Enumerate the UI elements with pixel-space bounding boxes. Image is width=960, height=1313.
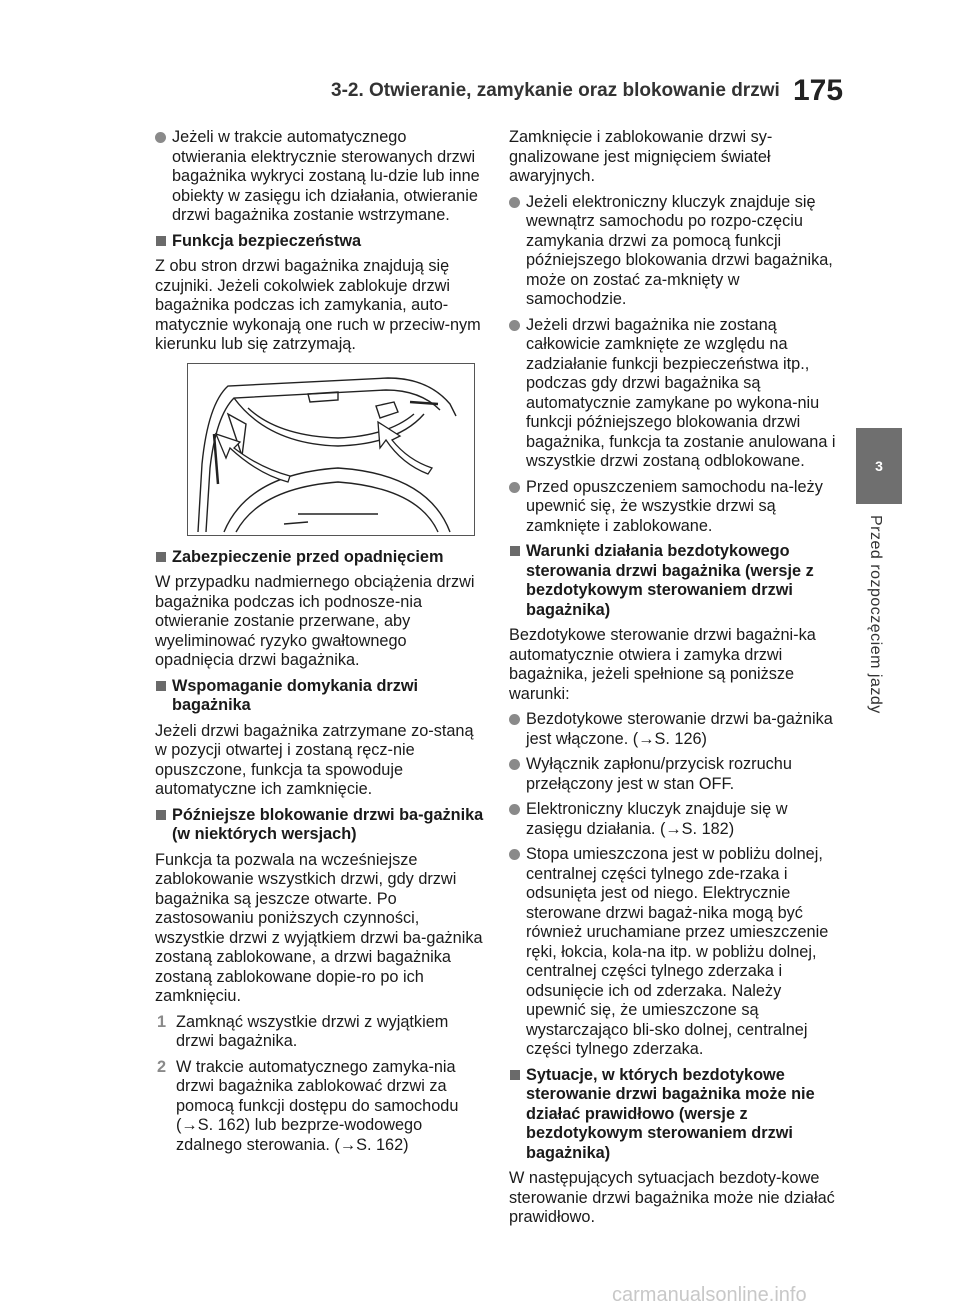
section-heading: Funkcja bezpieczeństwa <box>155 232 485 252</box>
circle-bullet-icon <box>509 320 520 331</box>
right-column <box>509 128 844 1234</box>
square-heading-icon <box>156 810 166 820</box>
section-heading: Sytuacje, w których bezdotykowe sterowanie drzwi bagażnika może nie działać prawidłowo (wersje z bezdotykowym sterowaniem drzwi bagażnika) <box>509 1066 844 1164</box>
square-heading-icon <box>156 236 166 246</box>
square-heading-icon <box>156 552 166 562</box>
section-heading: Warunki działania bezdotykowego sterowania drzwi bagażnika (wersje z bezdotykowym sterowaniem drzwi bagażnika) <box>509 542 844 620</box>
tailgate-sensor-illustration <box>187 363 475 536</box>
section-heading: Wspomaganie domykania drzwi bagażnika <box>155 677 485 716</box>
list-item: Przed opuszczeniem samochodu na-leży upewnić się, że wszystkie drzwi są zamknięte i zablokowane. <box>509 478 844 537</box>
list-item: Bezdotykowe sterowanie drzwi ba-gażnika jest włączone. (→S. 126) <box>509 710 844 749</box>
square-heading-icon <box>510 546 520 556</box>
list-item: Jeżeli drzwi bagażnika nie zostaną całkowicie zamknięte ze względu na zadziałanie funkcji bezpieczeństwa itp., podczas gdy drzwi bagażnika są automatycznie zamykane po wykona-niu funkcji późniejszego blokowania drzwi bagażnika, funkcja ta zostanie anulowana i wszystkie drzwi zostaną odblokowane. <box>509 316 844 472</box>
step-number: 1 <box>157 1012 167 1031</box>
step-item: 1 Zamknąć wszystkie drzwi z wyjątkiem drzwi bagażnika. <box>157 1012 449 1050</box>
circle-bullet-icon <box>509 849 520 860</box>
list-item: Wyłącznik zapłonu/przycisk rozruchu przełączony jest w stan OFF. <box>509 755 844 794</box>
section-heading: Późniejsze blokowanie drzwi ba-gażnika (w niektórych wersjach) <box>155 806 485 845</box>
watermark: carmanualsonline.info <box>612 1284 807 1306</box>
tailgate-illustration-svg <box>188 364 474 535</box>
square-heading-icon <box>510 1070 520 1080</box>
step-number: 2 <box>157 1057 167 1076</box>
list-item: Elektroniczny kluczyk znajduje się w zasięgu działania. (→S. 182) <box>509 800 844 839</box>
chapter-title: Przed rozpoczęciem jazdy <box>867 515 884 714</box>
page-number: 175 <box>793 74 844 107</box>
circle-bullet-icon <box>509 197 520 208</box>
paragraph: Bezdotykowe sterowanie drzwi bagażni-ka automatycznie otwiera i zamyka drzwi bagażnika, jeżeli spełnione są poniższe warunki: <box>509 626 816 703</box>
chapter-tab <box>856 428 902 504</box>
section-title: 3-2. Otwieranie, zamykanie oraz blokowanie drzwi <box>331 80 780 101</box>
paragraph: W następujących sytuacjach bezdoty-kowe sterowanie drzwi bagażnika może nie działać prawidłowo. <box>509 1169 835 1226</box>
chapter-number: 3 <box>875 458 883 474</box>
paragraph: Zamknięcie i zablokowanie drzwi sy-gnalizowane jest mignięciem świateł awaryjnych. <box>509 128 773 185</box>
circle-bullet-icon <box>509 759 520 770</box>
circle-bullet-icon <box>155 132 166 143</box>
list-item: Jeżeli elektroniczny kluczyk znajduje się wewnątrz samochodu po rozpo-częciu zamykania drzwi za pomocą funkcji późniejszego blokowania drzwi bagażnika, może on zostać za-mknięty w samochodzie. <box>509 193 844 310</box>
paragraph: W przypadku nadmiernego obciążenia drzwi bagażnika podczas ich podnosze-nia otwieranie zostanie przerwane, aby wyeliminować ryzyko gwałtownego opadnięcia drzwi bagażnika. <box>155 573 475 669</box>
square-heading-icon <box>156 681 166 691</box>
list-item: Jeżeli w trakcie automatycznego otwierania elektrycznie sterowanych drzwi bagażnika wykryci zostaną lu-dzie lub inne obiekty w zasięgu ich działania, otwieranie drzwi bagażnika zostanie wstrzymane. <box>155 128 485 226</box>
step-item: 2 W trakcie automatycznego zamyka-nia drzwi bagażnika zablokować drzwi za pomocą funkcji dostępu do samochodu (→S. 162) lub bezprze-wodowego zdalnego sterowania. (→S. 162) <box>157 1057 459 1154</box>
paragraph: Z obu stron drzwi bagażnika znajdują się czujniki. Jeżeli cokolwiek zablokuje drzwi bagażnika podczas ich zamykania, auto-matycznie wykonają one ruch w przeciw-nym kierunku lub się zatrzymają. <box>155 257 481 353</box>
section-heading: Zabezpieczenie przed opadnięciem <box>155 548 485 568</box>
left-column <box>155 128 485 1161</box>
paragraph: Funkcja ta pozwala na wcześniejsze zablokowanie wszystkich drzwi, gdy drzwi bagażnika są jeszcze otwarte. Po zastosowaniu poniższych czynności, wszystkie drzwi z wyjątkiem drzwi ba-gażnika zostaną zablokowane, a drzwi bagażnika zostaną zablokowane dopie-ro po ich zamknięciu. <box>155 850 483 1005</box>
circle-bullet-icon <box>509 804 520 815</box>
list-item: Stopa umieszczona jest w pobliżu dolnej, centralnej części tylnego zde-rzaka i odsunięta jest od niego. Elektrycznie sterowane drzwi bagaż-nika mogą być również uruchamiane przez umieszczenie ręki, łokcia, kola-na itp. w pobliżu dolnej, centralnej części tylnego zderzaka i odsunięcie ich od zderzaka. Należy upewnić się, że umieszczone są wystarczająco bli-sko dolnej, centralnej części tylnego zderzaka. <box>509 845 844 1060</box>
paragraph: Jeżeli drzwi bagażnika zatrzymane zo-staną w pozycji otwartej i zostaną ręcz-nie opuszczone, funkcja ta spowoduje automatyczne ich zamknięcie. <box>155 721 474 798</box>
circle-bullet-icon <box>509 482 520 493</box>
circle-bullet-icon <box>509 714 520 725</box>
